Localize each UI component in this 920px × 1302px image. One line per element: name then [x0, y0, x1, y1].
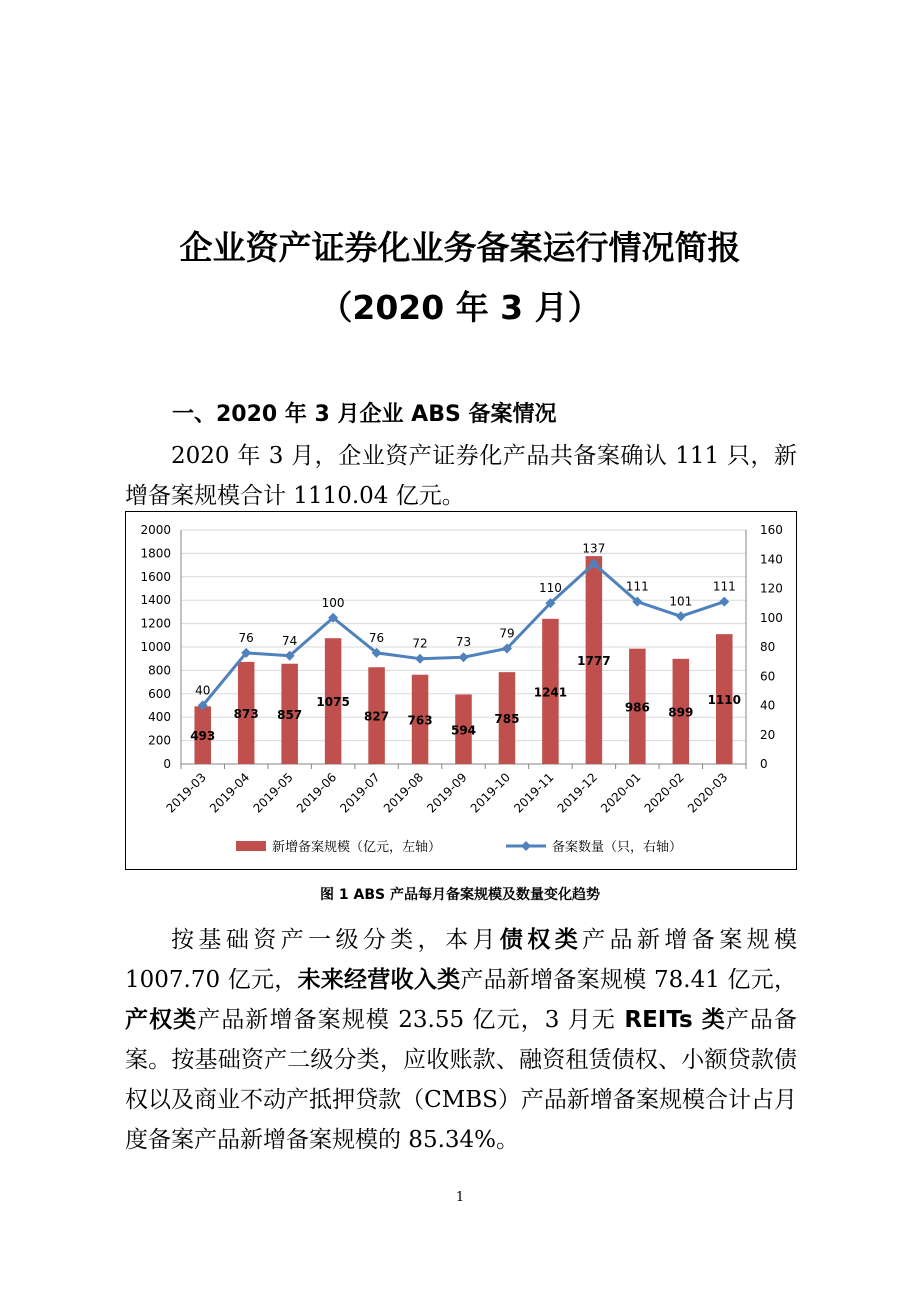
x-axis-category-label: 2019-05 — [250, 770, 296, 816]
line-value-label: 137 — [582, 541, 606, 556]
bar-value-label: 493 — [190, 729, 216, 744]
para2-bold-reits: REITs 类 — [624, 1007, 726, 1033]
bar-value-label: 1110 — [707, 693, 741, 708]
bar-value-label: 763 — [407, 713, 433, 728]
x-axis-category-label: 2020-03 — [685, 770, 731, 816]
bar-value-label: 594 — [450, 723, 477, 738]
right-axis-tick-label: 140 — [760, 552, 783, 567]
legend-line-marker — [521, 841, 531, 851]
legend-line-label: 备案数量（只，右轴） — [552, 840, 683, 855]
figure-caption: 图 1 ABS 产品每月备案规模及数量变化趋势 — [320, 887, 600, 903]
section-heading: 一、2020 年 3 月企业 ABS 备案情况 — [172, 402, 557, 427]
bar-value-label: 857 — [277, 707, 303, 722]
legend-bar-swatch — [236, 841, 266, 851]
x-axis-category-label: 2019-10 — [467, 770, 514, 816]
left-axis-tick-label: 0 — [163, 757, 171, 771]
para2-bold-future-income: 未来经营收入类 — [297, 967, 461, 993]
x-axis-category-label: 2020-02 — [641, 770, 687, 816]
left-axis-tick-label: 2000 — [140, 523, 171, 537]
right-axis-tick-label: 100 — [760, 610, 783, 625]
line-point — [719, 597, 729, 607]
x-axis-category-label: 2019-11 — [511, 770, 557, 816]
para2-text-3: 产品新增备案规模 78.41 亿元， — [460, 967, 797, 993]
right-axis-tick-label: 20 — [760, 727, 776, 742]
bar-value-label: 1075 — [316, 695, 350, 710]
left-axis-tick-label: 1400 — [140, 593, 171, 608]
document-subtitle: （2020 年 3 月） — [319, 288, 601, 327]
x-axis-category-label: 2019-12 — [554, 770, 601, 816]
line-point — [459, 652, 469, 662]
line-point — [415, 654, 425, 664]
line-value-label: 100 — [321, 595, 345, 610]
right-axis-tick-label: 160 — [760, 523, 783, 537]
line-value-label: 111 — [625, 579, 649, 594]
bar-value-label: 827 — [364, 709, 390, 724]
paragraph-classification — [125, 920, 797, 1160]
left-axis-tick-label: 1000 — [140, 640, 171, 654]
x-axis-category-label: 2019-09 — [424, 770, 470, 816]
x-axis-category-label: 2019-08 — [380, 770, 427, 816]
right-axis-tick-label: 40 — [760, 698, 776, 713]
right-axis-tick-label: 0 — [760, 757, 768, 771]
bar-value-label: 1241 — [533, 685, 568, 700]
line-value-label: 111 — [712, 579, 736, 594]
x-axis-category-label: 2019-04 — [206, 770, 253, 816]
x-axis-category-label: 2019-06 — [293, 770, 340, 816]
para2-bold-property: 产权类 — [125, 1007, 198, 1033]
left-axis-tick-label: 400 — [148, 710, 171, 725]
bar-value-label: 873 — [233, 706, 259, 721]
left-axis-tick-label: 200 — [148, 733, 171, 748]
abs-monthly-chart — [126, 512, 798, 871]
line-value-label: 40 — [195, 683, 211, 698]
line-point — [676, 611, 686, 621]
page-number: 1 — [455, 1190, 465, 1205]
para2-text-2: 产品新增备案规模 1007.70 亿元， — [125, 927, 798, 993]
document-title: 企业资产证券化业务备案运行情况简报 — [179, 228, 741, 267]
line-value-label: 74 — [282, 633, 298, 648]
bar-value-label: 986 — [624, 700, 650, 715]
paragraph-summary: 2020 年 3 月，企业资产证券化产品共备案确认 111 只，新增备案规模合计 1110.04 亿元。 — [125, 443, 797, 509]
line-value-label: 76 — [238, 630, 254, 645]
line-value-label: 76 — [368, 630, 385, 645]
x-axis-category-label: 2019-03 — [163, 770, 209, 816]
x-axis-category-label: 2019-07 — [337, 770, 383, 816]
para2-bold-debt: 债权类 — [499, 927, 583, 953]
para2-text-5: 产品备案。按基础资产二级分类，应收账款、融资租赁债权、小额贷款债权以及商业不动产抵押贷款（CMBS）产品新增备案规模合计占月度备案产品新增备案规模的 85.34%。 — [125, 1007, 798, 1153]
bar-value-label: 899 — [668, 705, 694, 720]
chart-container — [125, 511, 797, 870]
right-axis-tick-label: 60 — [760, 669, 776, 684]
x-axis-category-label: 2020-01 — [598, 770, 644, 816]
right-axis-tick-label: 120 — [760, 581, 783, 596]
line-value-label: 101 — [669, 594, 693, 609]
legend-bar-label: 新增备案规模（亿元，左轴） — [272, 840, 442, 855]
para2-text-4: 产品新增备案规模 23.55 亿元，3 月无 — [197, 1007, 625, 1033]
bar-value-label: 785 — [494, 712, 520, 727]
line-value-label: 79 — [499, 626, 515, 641]
left-axis-tick-label: 800 — [148, 663, 171, 678]
left-axis-tick-label: 1800 — [140, 546, 171, 561]
bar-value-label: 1777 — [577, 654, 611, 669]
left-axis-tick-label: 600 — [148, 686, 171, 701]
left-axis-tick-label: 1200 — [140, 616, 171, 631]
right-axis-tick-label: 80 — [760, 640, 776, 654]
line-value-label: 73 — [455, 635, 472, 650]
left-axis-tick-label: 1600 — [140, 569, 171, 584]
line-value-label: 110 — [538, 581, 562, 596]
para2-text-1: 按基础资产一级分类，本月 — [171, 927, 500, 953]
line-value-label: 72 — [412, 636, 428, 651]
